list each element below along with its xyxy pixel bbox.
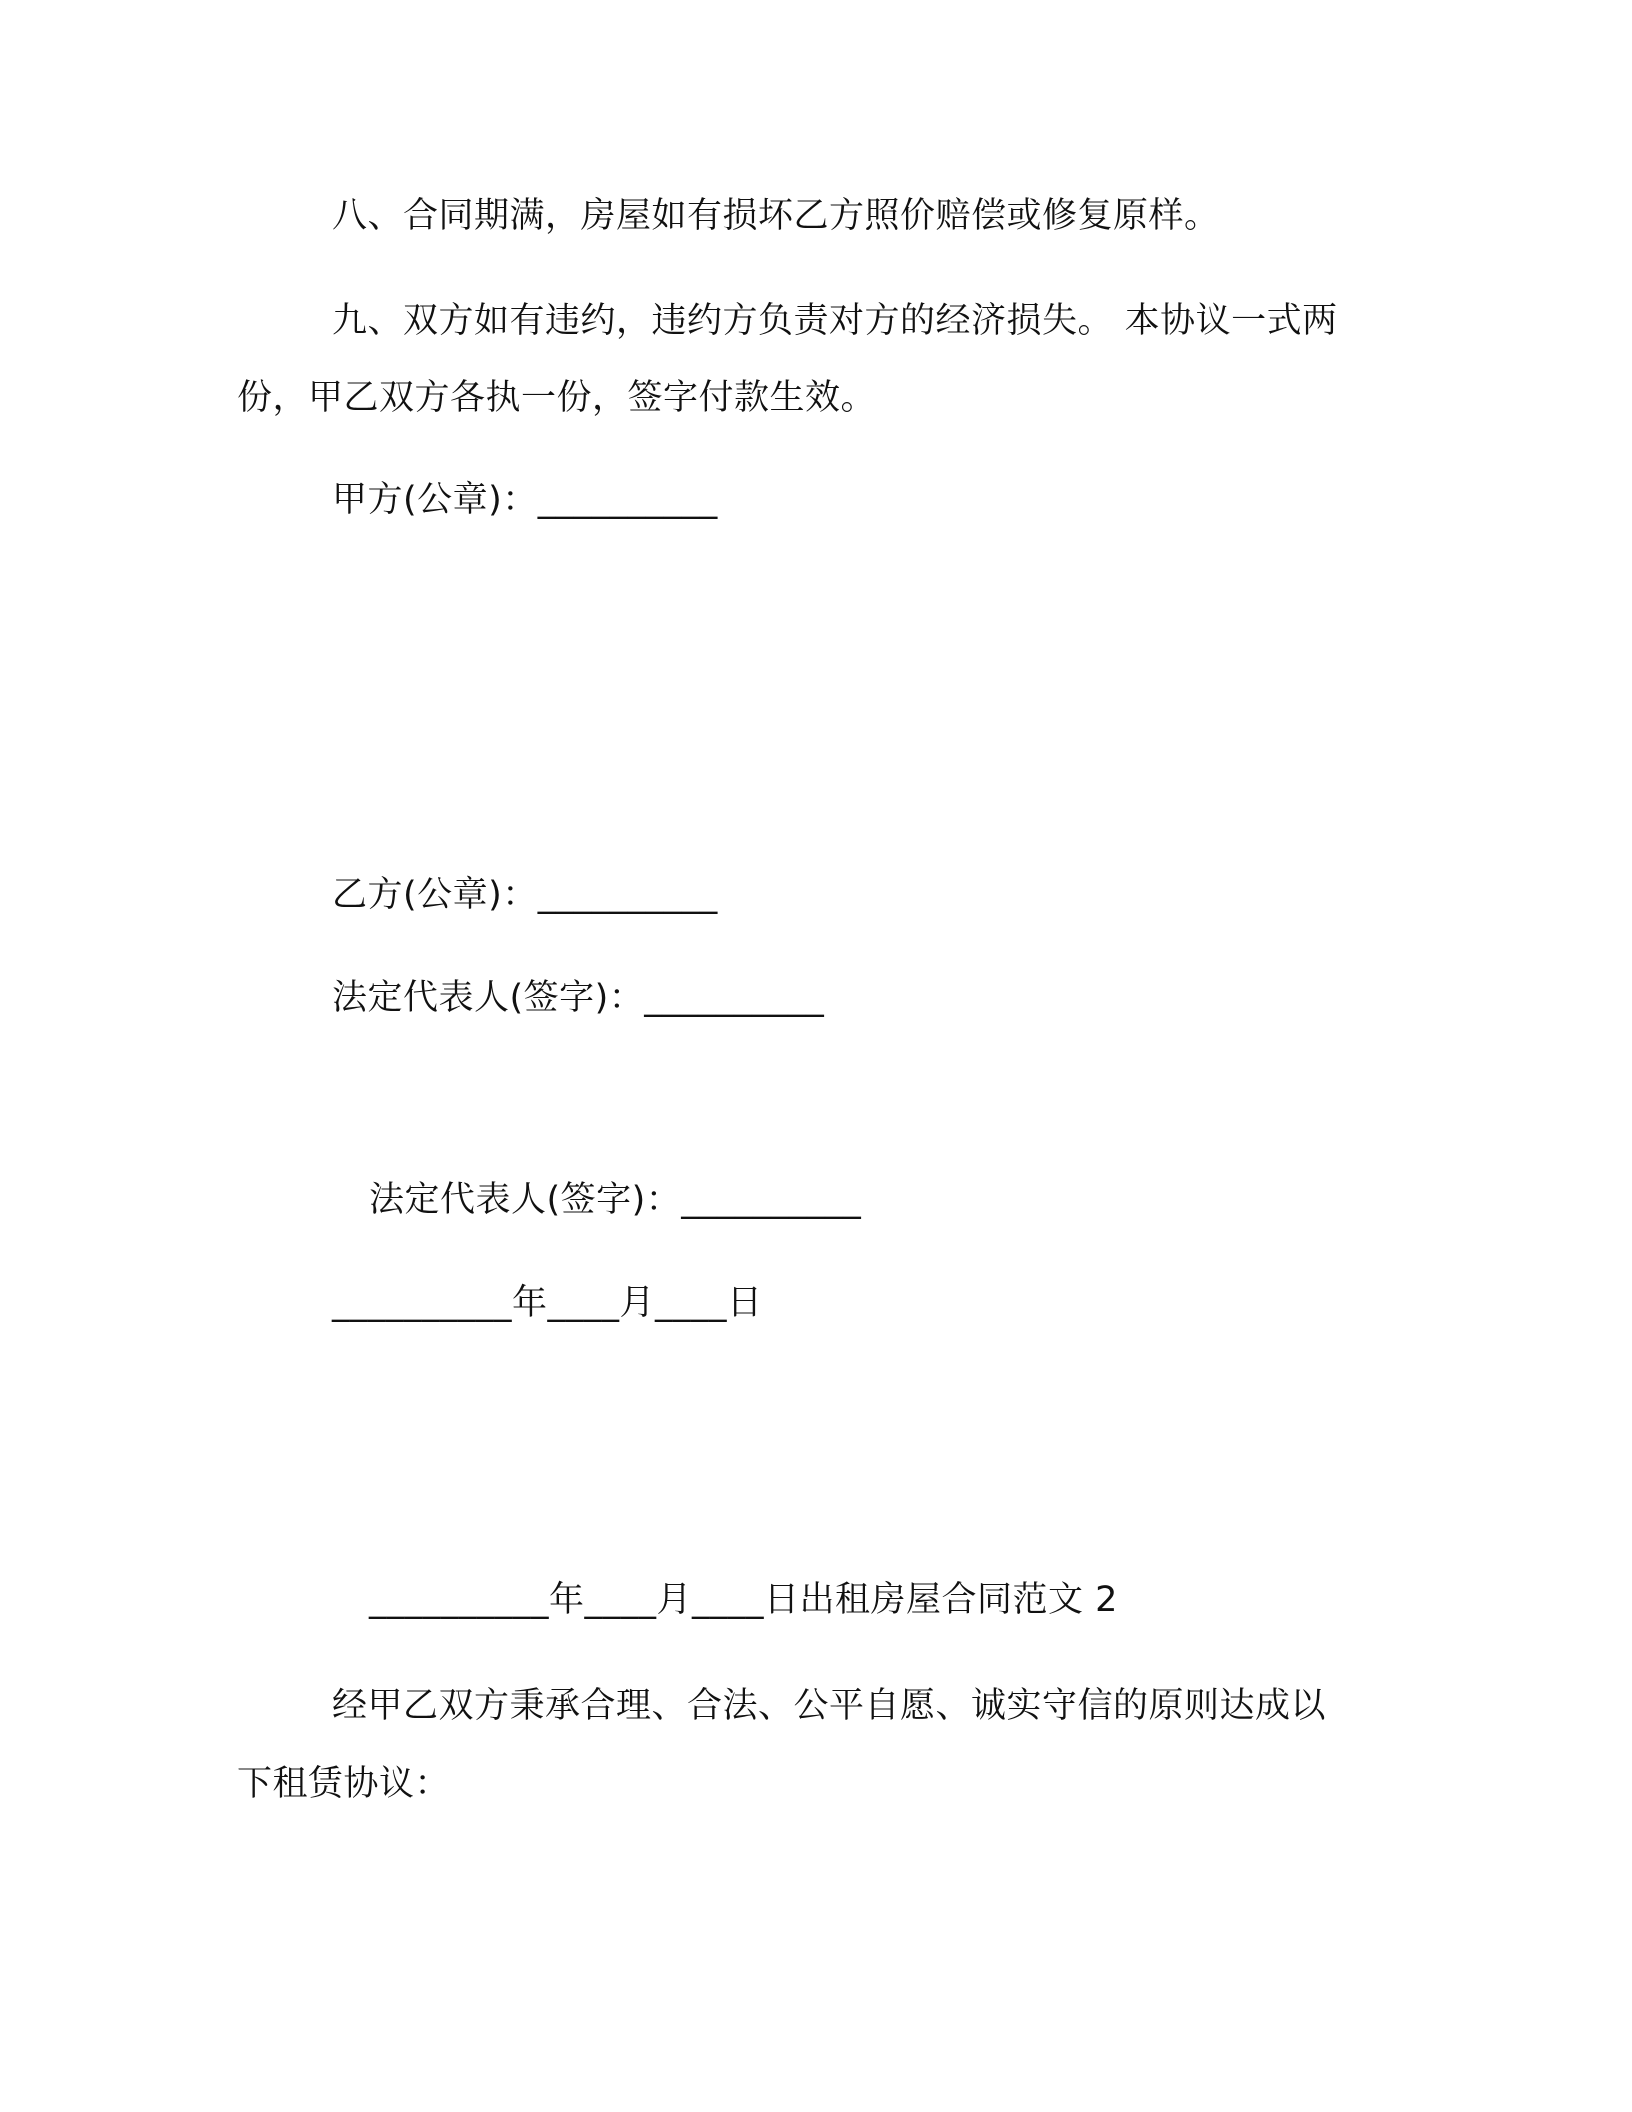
date-line: __________年____月____日 — [332, 1283, 763, 1323]
intro-line-1: 经甲乙双方秉承合理、合法、公平自愿、诚实守信的原则达成以 — [332, 1686, 1327, 1726]
legal-representative-field-2: 法定代表人(签字)：__________ — [369, 1180, 862, 1220]
party-b-seal-field: 乙方(公章)：__________ — [332, 875, 718, 915]
clause-9-line-2: 份，甲乙双方各执一份，签字付款生效。 — [237, 378, 877, 418]
legal-representative-field-1: 法定代表人(签字)：__________ — [332, 978, 825, 1018]
intro-line-2: 下租赁协议： — [237, 1764, 451, 1804]
clause-9-line-1: 九、双方如有违约，违约方负责对方的经济损失。 本协议一式两 — [332, 301, 1338, 341]
clause-8: 八、合同期满，房屋如有损坏乙方照价赔偿或修复原样。 — [332, 196, 1220, 236]
party-a-seal-field: 甲方(公章)：__________ — [332, 480, 718, 520]
next-contract-title: __________年____月____日出租房屋合同范文 2 — [369, 1580, 1118, 1620]
